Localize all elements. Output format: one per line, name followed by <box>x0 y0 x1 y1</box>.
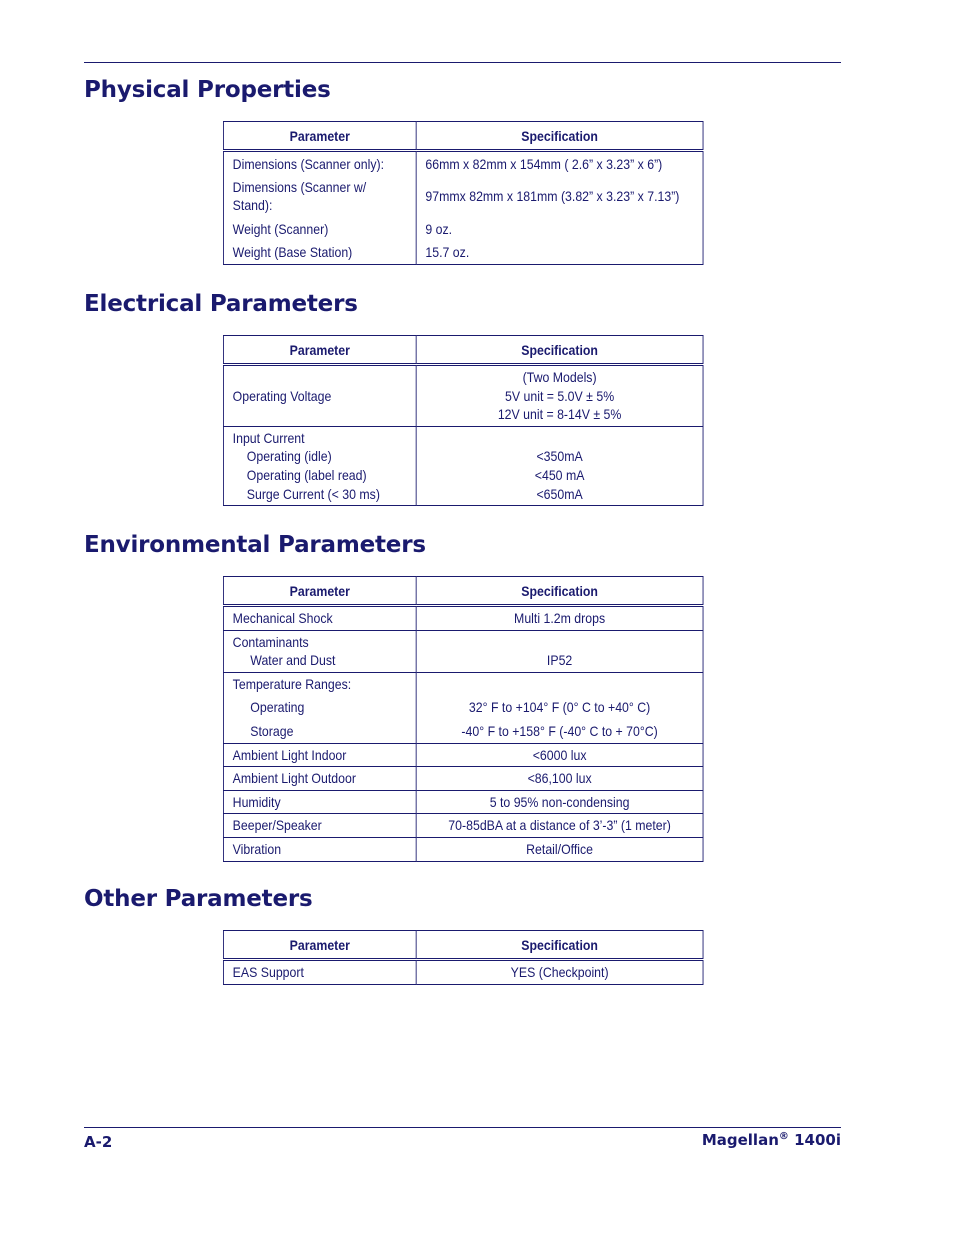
section-title-physical: Physical Properties <box>84 77 331 103</box>
table-row <box>223 426 703 505</box>
table-header-row <box>223 336 703 365</box>
environmental-parameters-table <box>223 576 703 862</box>
spec-line: 5V unit = 5.0V ± 5% <box>505 387 615 404</box>
product-model: 1400i <box>788 1131 841 1149</box>
table-header-row <box>223 577 703 606</box>
physical-properties-table <box>223 121 703 265</box>
param-cell: Ambient Light Outdoor <box>223 767 416 791</box>
spec-line: IP52 <box>546 652 573 669</box>
param-cell: Operating Voltage <box>223 365 416 427</box>
table-row <box>223 240 703 264</box>
param-cell: Weight (Scanner) <box>223 217 416 241</box>
spec-cell: Retail/Office <box>416 837 703 861</box>
header-specification: Specification <box>416 931 703 960</box>
spec-cell: 66mm x 82mm x 154mm ( 2.6” x 3.23” x 6”) <box>416 151 703 176</box>
param-subline: Operating <box>250 699 305 716</box>
section-title-electrical: Electrical Parameters <box>84 291 358 317</box>
spec-line: (Two Models) <box>522 369 597 385</box>
param-cell <box>223 672 416 743</box>
header-parameter: Parameter <box>223 122 416 151</box>
param-subline: Storage <box>250 722 294 739</box>
param-cell: Dimensions (Scanner only): <box>223 151 416 176</box>
header-parameter: Parameter <box>223 577 416 606</box>
spec-cell: YES (Checkpoint) <box>416 960 703 985</box>
table-row <box>223 217 703 241</box>
table-row <box>223 365 703 427</box>
table-row <box>223 630 703 672</box>
top-rule <box>84 62 841 63</box>
table-row <box>223 960 703 985</box>
registered-mark: ® <box>778 1131 789 1142</box>
product-name-text: Magellan <box>701 1131 779 1149</box>
table-row <box>223 606 703 631</box>
header-specification: Specification <box>416 336 703 365</box>
spec-cell: 97mmx 82mm x 181mm (3.82” x 3.23” x 7.13”) <box>416 176 703 217</box>
table-row <box>223 814 703 838</box>
param-cell: Vibration <box>223 837 416 861</box>
table-header-row <box>223 931 703 960</box>
spec-cell: <86,100 lux <box>416 767 703 791</box>
param-cell: Humidity <box>223 790 416 814</box>
spec-cell: Multi 1.2m drops <box>416 606 703 631</box>
table-row <box>223 176 703 217</box>
header-specification: Specification <box>416 577 703 606</box>
spec-cell: <6000 lux <box>416 743 703 767</box>
table-row <box>223 837 703 861</box>
param-line: Temperature Ranges: <box>232 675 352 692</box>
spec-cell: 70-85dBA at a distance of 3’-3” (1 meter) <box>416 814 703 838</box>
spec-line: 32° F to +104° F (0° C to +40° C) <box>468 699 651 716</box>
param-line: Input Current <box>232 429 305 446</box>
spec-line: -40° F to +158° F (-40° C to + 70°C) <box>461 722 658 739</box>
header-parameter: Parameter <box>223 931 416 960</box>
param-cell <box>223 426 416 505</box>
param-cell: EAS Support <box>223 960 416 985</box>
page-number: A-2 <box>84 1133 113 1151</box>
param-cell: Beeper/Speaker <box>223 814 416 838</box>
param-subline: Operating (label read) <box>246 466 367 483</box>
electrical-parameters-table <box>223 335 703 506</box>
spec-line: <450 mA <box>534 466 585 483</box>
table-row <box>223 743 703 767</box>
table-row <box>223 672 703 743</box>
param-cell: Ambient Light Indoor <box>223 743 416 767</box>
spec-cell <box>416 365 703 427</box>
param-line: Contaminants <box>232 633 309 650</box>
section-title-environmental: Environmental Parameters <box>84 532 426 558</box>
spec-cell: 9 oz. <box>416 217 703 241</box>
param-subline: Surge Current (< 30 ms) <box>246 485 380 502</box>
param-cell <box>223 630 416 672</box>
param-cell <box>223 176 416 217</box>
param-cell: Weight (Base Station) <box>223 240 416 264</box>
table-row <box>223 767 703 791</box>
param-cell: Mechanical Shock <box>223 606 416 631</box>
table-row <box>223 790 703 814</box>
spec-cell: 15.7 oz. <box>416 240 703 264</box>
spec-line: 12V unit = 8-14V ± 5% <box>497 406 622 423</box>
spec-cell: 5 to 95% non-condensing <box>416 790 703 814</box>
table-row <box>223 151 703 176</box>
table-header-row <box>223 122 703 151</box>
section-title-other: Other Parameters <box>84 886 313 912</box>
param-subline: Water and Dust <box>250 652 336 669</box>
spec-line: <650mA <box>536 485 583 502</box>
spec-cell <box>416 426 703 505</box>
footer-rule <box>84 1127 841 1128</box>
header-specification: Specification <box>416 122 703 151</box>
spec-cell <box>416 672 703 743</box>
param-line: Dimensions (Scanner w/ <box>232 178 367 195</box>
spec-line: <350mA <box>536 448 583 465</box>
header-parameter: Parameter <box>223 336 416 365</box>
param-line: Stand): <box>232 197 273 214</box>
spec-cell <box>416 630 703 672</box>
param-subline: Operating (idle) <box>246 448 332 465</box>
product-name <box>702 1131 841 1149</box>
other-parameters-table <box>223 930 703 985</box>
